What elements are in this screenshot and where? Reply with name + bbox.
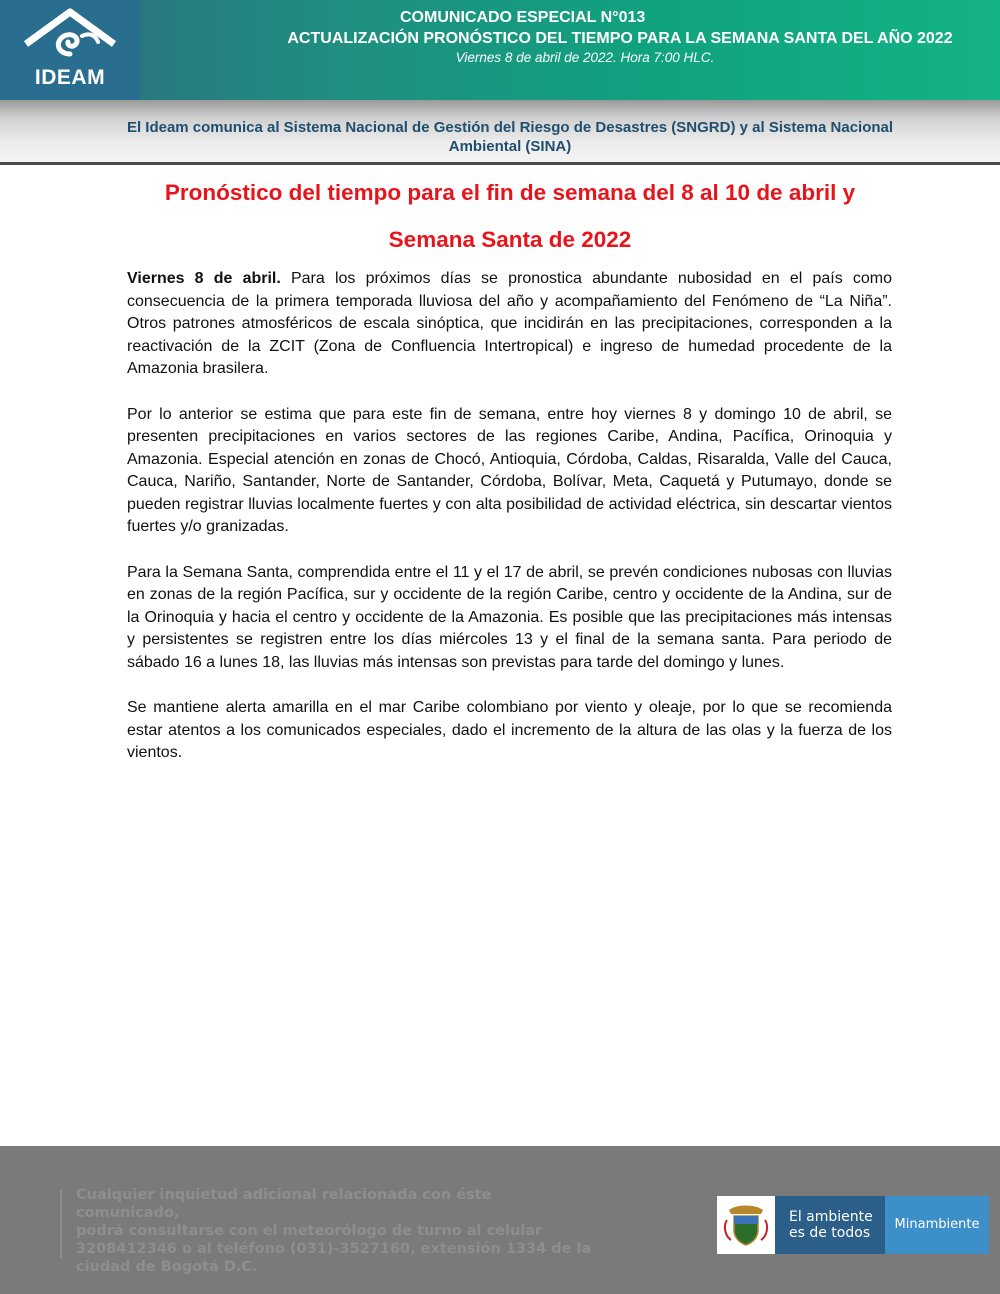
bulletin-title: ACTUALIZACIÓN PRONÓSTICO DEL TIEMPO PARA LA SEMANA SANTA DEL AÑO 2022 — [287, 30, 953, 47]
ideam-emblem-icon — [18, 6, 122, 68]
subheader-text — [100, 118, 920, 156]
footer-contact-line2: podrá consultarse con el meteorólogo de turno al celular — [76, 1223, 543, 1239]
ideam-logo — [0, 0, 140, 100]
main-title-line2: Semana Santa de 2022 — [388, 227, 632, 252]
header-band — [0, 0, 1000, 100]
paragraph-1-lead: Viernes 8 de abril. — [127, 270, 281, 287]
subheader-divider — [0, 162, 1000, 165]
logo-text: IDEAM — [34, 66, 106, 89]
footer-accent-bar — [60, 1190, 62, 1258]
footer-contact-line4: ciudad de Bogotá D.C. — [76, 1259, 258, 1275]
brand-slogan — [775, 1196, 885, 1254]
footer-contact-line3: 3208412346 o al teléfono (031)-3527160, extensión 1334 de la — [76, 1241, 592, 1257]
footer-contact — [76, 1186, 596, 1276]
main-title-line1: Pronóstico del tiempo para el fin de semana del 8 al 10 de abril y — [164, 180, 856, 205]
footer-contact-line1: Cualquier inquietud adicional relacionada con éste comunicado, — [76, 1187, 492, 1221]
paragraph-1 — [127, 268, 892, 381]
paragraph-3: Para la Semana Santa, comprendida entre el 11 y el 17 de abril, se prevén condiciones nubosas con lluvias en zonas de la región Pacífica, sur y occidente de la región Caribe, centro y occidente de la Andina, sur de la Orinoquia y hacia el centro y occidente de la Amazonia. Es posible que las precipitaciones más intensas y persistentes se registren entre los días miércoles 13 y el final de la semana santa. Para periodo de sábado 16 a lunes 18, las lluvias más intensas son previstas para tarde del domingo y lunes. — [127, 563, 892, 671]
subheader-line1: El Ideam comunica al Sistema Nacional de Gestión del Riesgo de Desastres (SNGRD) y al Sistema Nacional — [126, 119, 894, 136]
paragraph-1-text: Para los próximos días se pronostica abundante nubosidad en el país como consecuencia de la primera temporada lluviosa del año y acompañamiento del Fenómeno de “La Niña”. Otros patrones atmosféricos de escala sinóptica, que incidirán en las precipitaciones, corresponden a la reactivación de la ZCIT (Zona de Confluencia Intertropical) e ingreso de humedad procedente de la Amazonia brasilera. — [127, 270, 892, 377]
bulletin-date: Viernes 8 de abril de 2022. Hora 7:00 HLC. — [455, 50, 715, 65]
paragraph-4: Se mantiene alerta amarilla en el mar Caribe colombiano por viento y oleaje, por lo que se recomienda estar atentos a los comunicados especiales, dado el incremento de la altura de las olas y la fuerza de los vientos. — [127, 699, 892, 761]
government-brand — [717, 1196, 989, 1254]
coat-of-arms-icon — [717, 1196, 775, 1254]
brand-slogan-line2: es de todos — [789, 1225, 871, 1241]
header-title-block — [140, 8, 1000, 67]
minambiente-label: Minambiente — [885, 1196, 989, 1254]
body-content — [127, 268, 892, 788]
brand-slogan-line1: El ambiente — [789, 1209, 873, 1225]
subheader-line2: Ambiental (SINA) — [448, 138, 572, 155]
paragraph-2: Por lo anterior se estima que para este fin de semana, entre hoy viernes 8 y domingo 10 de abril, se presenten precipitaciones en varios sectores de las regiones Caribe, Andina, Pacífica, Orinoquia y Amazonia. Especial atención en zonas de Chocó, Antioquia, Córdoba, Caldas, Risaralda, Valle del Cauca, Cauca, Nariño, Santander, Norte de Santander, Córdoba, Bolívar, Meta, Caquetá y Putumayo, donde se pueden registrar lluvias localmente fuertes y con alta posibilidad de actividad eléctrica, sin descartar vientos fuertes y/o granizadas. — [127, 405, 892, 535]
bulletin-number: COMUNICADO ESPECIAL N°013 — [400, 9, 646, 26]
